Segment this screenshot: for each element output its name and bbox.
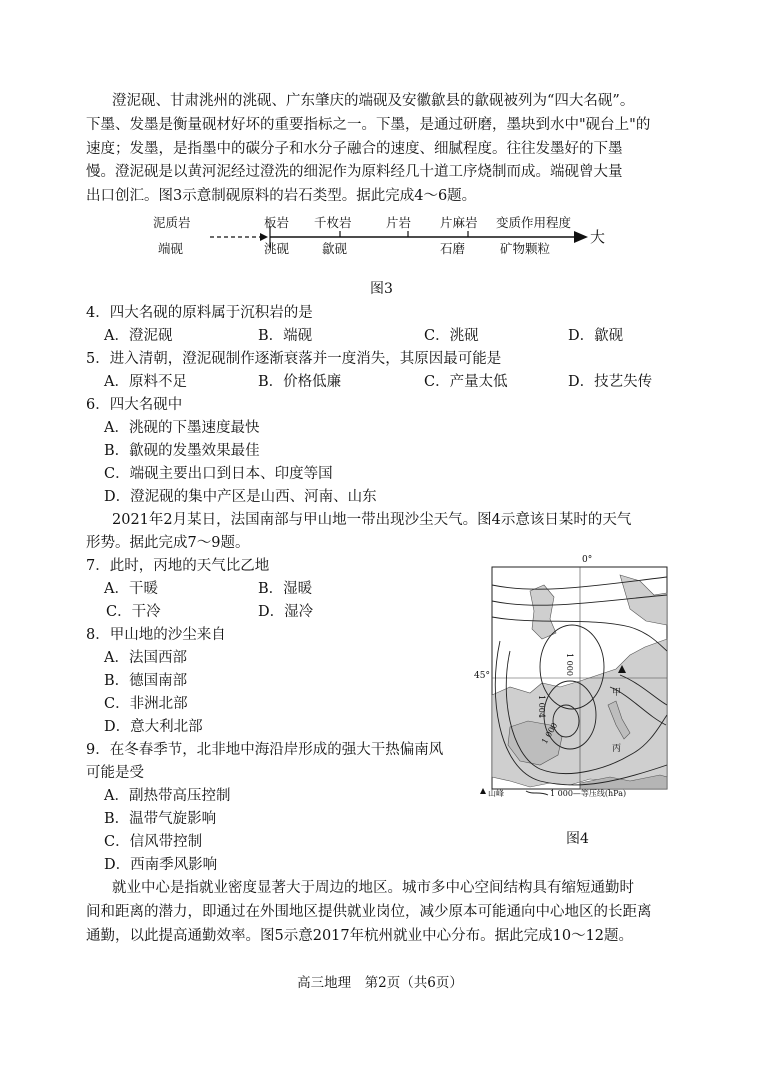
question-4-option-c: C．洮砚 <box>424 328 479 344</box>
isobar-label: 1 000 <box>565 653 574 676</box>
question-4-stem: 4．四大名砚的原料属于沉积岩的是 <box>86 305 313 321</box>
isobar-label: 1 000 <box>540 721 560 746</box>
legend-peak-marker <box>480 788 486 794</box>
text-line: 澄泥砚、甘肃洮州的洮砚、广东肇庆的端砚及安徽歙县的歙砚被列为“四大名砚”。 <box>112 93 635 109</box>
text-line: 慢。澄泥砚是以黄河泥经过澄洗的细泥作为原料经几十道工序烧制而成。端砚曾大量 <box>86 164 623 180</box>
question-6-option-a: A．洮砚的下墨速度最快 <box>104 420 260 436</box>
intro-3-line: 就业中心是指就业密度显著大于周边的地区。城市多中心空间结构具有缩短通勤时 <box>112 880 634 896</box>
question-9-stem: 9．在冬春季节，北非地中海沿岸形成的强大干热偏南风 <box>86 742 444 758</box>
question-4-option-d: D．歙砚 <box>568 328 624 344</box>
rock-label-schist: 片岩 <box>386 215 412 230</box>
question-9-option-c: C．信风带控制 <box>104 834 203 850</box>
rock-label-gneiss: 片麻岩 <box>440 215 478 230</box>
place-label-bing: 丙 <box>612 744 622 754</box>
question-8-option-c: C．非洲北部 <box>104 696 188 712</box>
question-6-option-c: C．端砚主要出口到日本、印度等国 <box>104 466 333 482</box>
intro-3-line: 通勤，以此提高通勤效率。图5示意2017年杭州就业中心分布。据此完成10～12题。 <box>86 928 634 944</box>
question-4-option-a: A．澄泥砚 <box>104 328 173 344</box>
rock-label-phyllite: 千枚岩 <box>314 215 352 230</box>
ink-label-duan: 端砚 <box>158 241 184 256</box>
question-5-option-c: C．产量太低 <box>424 374 508 390</box>
intro-2-line: 2021年2月某日，法国南部与甲山地一带出现沙尘天气。图4示意该日某时的天气 <box>112 512 632 528</box>
legend-isobar-sample <box>526 791 548 795</box>
place-label-jia: 甲 <box>612 688 622 698</box>
question-6-stem: 6．四大名砚中 <box>86 397 183 413</box>
big-label: 大 <box>590 228 606 246</box>
question-5-option-d: D．技艺失传 <box>568 374 653 390</box>
isobar-label: 1 004 <box>537 695 546 718</box>
latitude-label: 45° <box>474 671 490 681</box>
question-7-option-d: D．湿冷 <box>258 604 314 620</box>
question-9-option-b: B．温带气旋影响 <box>104 811 217 827</box>
rock-label-slate: 板岩 <box>264 215 290 230</box>
ink-label-she: 歙砚 <box>322 241 348 256</box>
question-6-option-b: B．歙砚的发墨效果最佳 <box>104 443 260 459</box>
intro-2-line: 形势。据此完成7～9题。 <box>86 535 250 551</box>
question-5-stem: 5．进入清朝，澄泥砚制作逐渐衰落并一度消失，其原因最可能是 <box>86 351 502 367</box>
question-5-option-a: A．原料不足 <box>104 374 187 390</box>
question-7-option-c: C．干冷 <box>106 604 161 620</box>
longitude-label: 0° <box>582 555 593 565</box>
text-line: 下墨、发墨是衡量砚材好坏的重要指标之一。下墨，是通过研磨，墨块到水中"砚台上"的 <box>86 117 651 133</box>
figure-3-caption: 图3 <box>370 281 393 297</box>
intro-3-line: 间和距离的潜力，即通过在外围地区提供就业岗位，减少原本可能通向中心地区的长距离 <box>86 904 652 920</box>
question-8-option-d: D．意大利北部 <box>104 719 203 735</box>
question-8-stem: 8．甲山地的沙尘来自 <box>86 627 226 643</box>
question-6-option-d: D．澄泥砚的集中产区是山西、河南、山东 <box>104 489 377 505</box>
question-4-option-b: B．端砚 <box>258 328 313 344</box>
question-7-option-b: B．湿暖 <box>258 581 313 597</box>
degree-axis-arrowhead <box>574 231 588 243</box>
question-9-option-d: D．西南季风影响 <box>104 857 218 873</box>
question-5-option-b: B．价格低廉 <box>258 374 342 390</box>
text-line: 速度；发墨，是指墨中的碳分子和水分子融合的速度、细腻程度。往往发墨好的下墨 <box>86 141 623 157</box>
mineral-grain-label: 矿物颗粒 <box>500 241 551 256</box>
legend-isobar-label: 1 000—等压线(hPa) <box>550 789 627 798</box>
question-7-stem: 7．此时，丙地的天气比乙地 <box>86 558 270 574</box>
question-8-option-a: A．法国西部 <box>104 650 187 666</box>
question-8-option-b: B．德国南部 <box>104 673 188 689</box>
question-9-stem-continued: 可能是受 <box>86 765 144 781</box>
figure-3-diagram <box>150 212 610 267</box>
text-line: 出口创汇。图3示意制砚原料的岩石类型。据此完成4～6题。 <box>86 188 477 204</box>
ink-label-tao: 洮砚 <box>264 241 290 256</box>
figure-4-weather-map <box>470 555 670 815</box>
weather-map-svg <box>470 555 670 815</box>
ink-label-shimo: 石磨 <box>440 241 466 256</box>
question-9-option-a: A．副热带高压控制 <box>104 788 231 804</box>
legend-peak-label: 山峰 <box>488 789 504 798</box>
figure-4-caption: 图4 <box>566 831 589 847</box>
question-7-option-a: A．干暖 <box>104 581 158 597</box>
page-footer: 高三地理 第2页（共6页） <box>297 975 463 991</box>
degree-label: 变质作用程度 <box>496 215 572 230</box>
rock-label-mudstone: 泥质岩 <box>153 215 191 230</box>
